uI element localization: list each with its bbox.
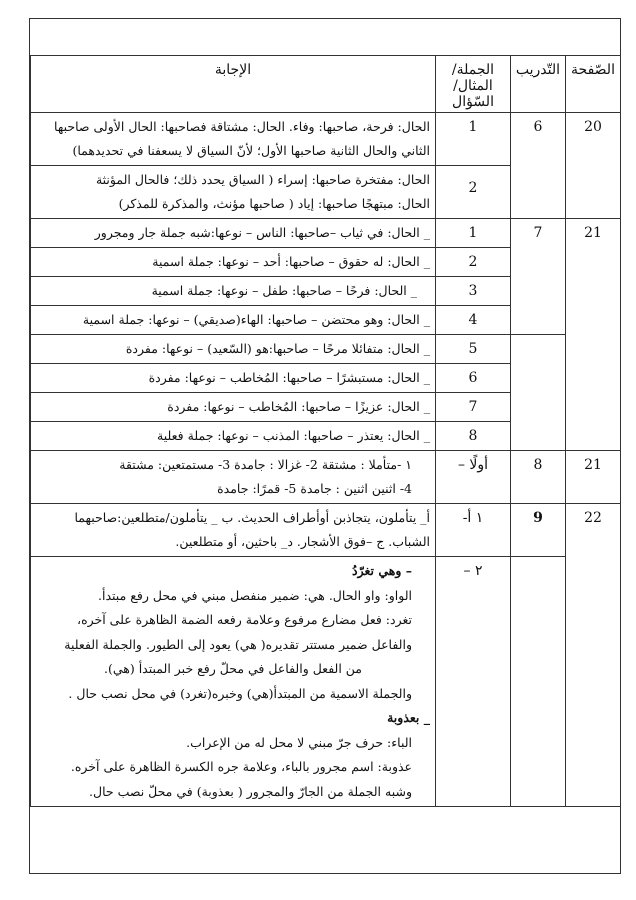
answer-cell: _ الحال: يعتذر – صاحبها: المذنب – نوعها: جملة فعلية bbox=[31, 422, 436, 451]
exercise-cell-empty bbox=[511, 335, 566, 451]
answer-line: 4- اثنين اثنين : جامدة 5- قمرًا: جامدة bbox=[217, 481, 412, 496]
page-cell: 20 bbox=[566, 113, 621, 219]
header-answer: الإجابة bbox=[31, 56, 436, 113]
question-cell: 7 bbox=[436, 393, 511, 422]
answer-cell: _ الحال: عزيزًا – صاحبها: المُخاطب – نوعها: مفردة bbox=[31, 393, 436, 422]
question-cell: 5 bbox=[436, 335, 511, 364]
answer-line: الحال: مفتخرة صاحبها: إسراء ( السياق يحدد ذلك؛ فالحال المؤنثة bbox=[95, 172, 430, 187]
answer-line: والفاعل ضمير مستتر تقديره( هي) يعود إلى الطيور. والجملة الفعلية bbox=[64, 636, 412, 652]
answer-cell: _ الحال: في ثياب –صاحبها: الناس – نوعها:شبه جملة جار ومجرور bbox=[31, 219, 436, 248]
question-cell: 4 bbox=[436, 306, 511, 335]
answer-line: عذوبة: اسم مجرور بالباء، وعلامة جره الكسرة الظاهرة على آخره. bbox=[70, 759, 412, 774]
header-row bbox=[31, 56, 621, 113]
answer-line: من الفعل والفاعل في محلّ رفع خبر المبتدأ (هي). bbox=[104, 661, 362, 676]
exercise-cell: 7 bbox=[511, 219, 566, 335]
answer-line: الباء: حرف جرّ مبني لا محل له من الإعراب. bbox=[186, 734, 412, 750]
exercise-cell-empty bbox=[511, 557, 566, 807]
question-cell: أولًا – bbox=[436, 451, 511, 504]
answer-cell bbox=[31, 451, 436, 504]
header-exercise: التّدريب bbox=[511, 56, 566, 113]
table-row bbox=[31, 451, 621, 504]
answer-line: الشباب. ج –فوق الأشجار. د_ باحثين، أو متطلعين. bbox=[175, 534, 430, 549]
answer-line: الواو: واو الحال. هي: ضمير منفصل مبني في محل رفع مبتدأ. bbox=[98, 587, 412, 603]
question-cell: 2 bbox=[436, 166, 511, 219]
question-cell: ١ أ- bbox=[436, 504, 511, 557]
table-row bbox=[31, 504, 621, 557]
answer-cell: _ الحال: متفائلا مرحًا – صاحبها:هو (السّعيد) – نوعها: مفردة bbox=[31, 335, 436, 364]
page-cell: 21 bbox=[566, 451, 621, 504]
answer-line: تغرد: فعل مضارع مرفوع وعلامة رفعه الضمة الظاهرة على آخره، bbox=[77, 612, 412, 627]
answer-cell bbox=[31, 557, 436, 807]
answer-line: أ_ يتأملون، يتجاذبن أوأطراف الحديث. ب _ يتأملون/متطلعين:صاحبهما bbox=[74, 510, 430, 525]
header-question: الجملة/ المثال/السّؤال bbox=[436, 56, 511, 113]
table-row bbox=[31, 113, 621, 166]
question-cell: 6 bbox=[436, 364, 511, 393]
answers-table bbox=[30, 55, 621, 807]
table-row bbox=[31, 219, 621, 248]
answer-cell: _ الحال: مستبشرًا – صاحبها: المُخاطب – نوعها: مفردة bbox=[31, 364, 436, 393]
page-cell: 21 bbox=[566, 219, 621, 451]
question-cell: 2 bbox=[436, 248, 511, 277]
answer-line: وشبه الجملة من الجارّ والمجرور ( بعذوبة) في محلّ نصب حال. bbox=[89, 783, 412, 799]
question-cell: 1 bbox=[436, 113, 511, 166]
question-cell: 1 bbox=[436, 219, 511, 248]
answer-line: الحال: مبتهجًا صاحبها: إياد ( صاحبها مؤنث، والمذكرة للمذكر) bbox=[118, 196, 430, 211]
page-cell: 22 bbox=[566, 504, 621, 807]
exercise-cell: 8 bbox=[511, 451, 566, 504]
exercise-cell: 6 bbox=[511, 113, 566, 219]
answer-line: والجملة الاسمية من المبتدأ(هي) وخبره(تغرد) في محل نصب حال . bbox=[68, 685, 412, 701]
answer-cell: _ الحال: له حقوق – صاحبها: أحد – نوعها: جملة اسمية bbox=[31, 248, 436, 277]
exercise-cell: 9 bbox=[511, 504, 566, 557]
table-row bbox=[31, 335, 621, 364]
question-cell: 3 bbox=[436, 277, 511, 306]
answer-heading: – وهي تغرّدُ bbox=[352, 563, 412, 578]
question-cell: ٢ – bbox=[436, 557, 511, 807]
table-row bbox=[31, 557, 621, 807]
answer-cell bbox=[31, 504, 436, 557]
answer-cell: _ الحال: وهو محتضن – صاحبها: الهاء(صديقي) – نوعها: جملة اسمية bbox=[31, 306, 436, 335]
answer-cell bbox=[31, 166, 436, 219]
answer-line: ١ -متأملا : مشتقة 2- غزالا : جامدة 3- مستمتعين: مشتقة bbox=[119, 457, 412, 472]
answer-heading: _ بعذوبة bbox=[387, 710, 430, 725]
answer-cell: _ الحال: فرحًا – صاحبها: طفل – نوعها: جملة اسمية bbox=[31, 277, 436, 306]
page-frame bbox=[29, 18, 621, 874]
question-cell: 8 bbox=[436, 422, 511, 451]
answer-cell: الحال: فرحة، صاحبها: وفاء. الحال: مشتاقة فصاحبها: الحال الأولى صاحبها الثاني والحال الثانية صاحبها الأول؛ لأنّ السياق لا يسعفنا في تحديدهما) bbox=[31, 113, 436, 166]
header-page: الصّفحة bbox=[566, 56, 621, 113]
